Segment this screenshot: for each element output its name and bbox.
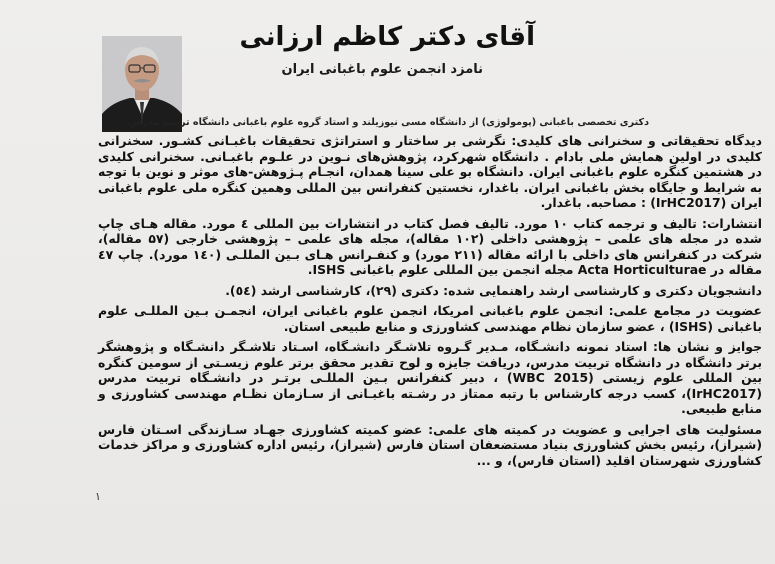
- page-subtitle: نامزد انجمن علوم باغبانی ایران: [281, 62, 483, 77]
- paragraph-publications: انتشارات: تالیف و ترجمه کتاب ۱۰ مورد. تالیف فصل کتاب در انتشارات بین المللی ٤ مورد. مقاله هـای چاپ شده در مجله های علمی – پژوهشی داخلی (۱۰۲ مقاله)، مجله های علمی – پژوهشی خارجی (۵۷ مقاله)، شرکت در کنفرانس های داخلی با ارائه مقاله (۲۱۱ مورد) و کنفـرانس هـای بـین المللـی (۱٤۰ مورد). چاپ ٤۷ مقاله در Acta Horticulturae مجله انجمن بین المللی علوم باغبانی ISHS.: [98, 215, 763, 277]
- paragraph-responsibilities: مسئولیت های اجرایی و عضویت در کمیته های علمی: عضو کمیته کشاورزی جهـاد سـازندگی اسـتان فارس (شیراز)، رئیس بخش کشاورزی بنیاد مستضعفان استان فارس (شیراز)، رئیس اداره کشاورزی و مراکز خدمات کشاورزی شهرستان اقلید (استان فارس)، و ...: [98, 421, 762, 468]
- paragraph-students: دانشجویان دکتری و کارشناسی ارشد راهنمایی شده: دکتری (۲۹)، کارشناسی ارشد (٥٤).: [225, 282, 762, 298]
- page-title: آقای دکتر کاظم ارزانی: [239, 22, 535, 52]
- biography-body: [98, 133, 762, 473]
- paragraph-research: دیدگاه تحقیقاتی و سخنرانی های کلیدی: نگرشی بر ساختار و استراتژی تحقیقات باغبـانی کشـور. سخنرانی کلیدی در اولین همایش ملی بادام . دانشگاه شهرکرد، پژوهش‌های نـوین در علـوم باغبـانی. سخنرانی کلیدی در هشتمین کنگره علوم باغبانی ایران. دانشگاه بو علی سینا همدان، انجـام پـژوهش-های موثر و نوین با توجه به شرایط و جایگاه بخش باغبانی ایران. باغدار، نخستین کنفرانس بین المللی وهمین کنگره ملی علوم باغبانی ایران (IrHC2017) : مصاحبه. باغدار.: [98, 133, 762, 210]
- photo-caption: دکتری تخصصی باغبانی (پومولوژی) از دانشگاه مسی نیوزیلند و استاد گروه علوم باغبانی دانشگاه تربیت مدرس: [128, 117, 649, 128]
- paragraph-awards: جوایز و نشان ها: استاد نمونه دانشـگاه، مـدیر گـروه تلاشـگر دانشـگاه، اسـتاد تلاشـگر دانشـگاه و پژوهشگر برتر دانشگاه در دانشگاه تربیت مدرس، دریافت جایزه و لوح تقدیر محقق برتر علوم زیسـتی از سومین کنگره بین المللی علوم زیستی (WBC 2015) ، دبیر کنفرانس بـین المللـی برتـر در دانشـگاه تربیت مدرس (IrHC2017)، کسب درجه کارشناس با رتبه ممتاز در رشـته باغبـانی از سـازمان نظـام مهندسی کشاورزی و منابع طبیعی.: [98, 339, 763, 416]
- paragraph-memberships: عضویت در مجامع علمی: انجمن علوم باغبانی امریکا، انجمن علوم باغبانی ایران، انجمـن بـین المللـی علوم باغبانی (ISHS) ، عضو سازمان نظام مهندسی کشاورزی و منابع طبیعی استان.: [98, 303, 762, 334]
- page-number: ۱: [95, 490, 101, 503]
